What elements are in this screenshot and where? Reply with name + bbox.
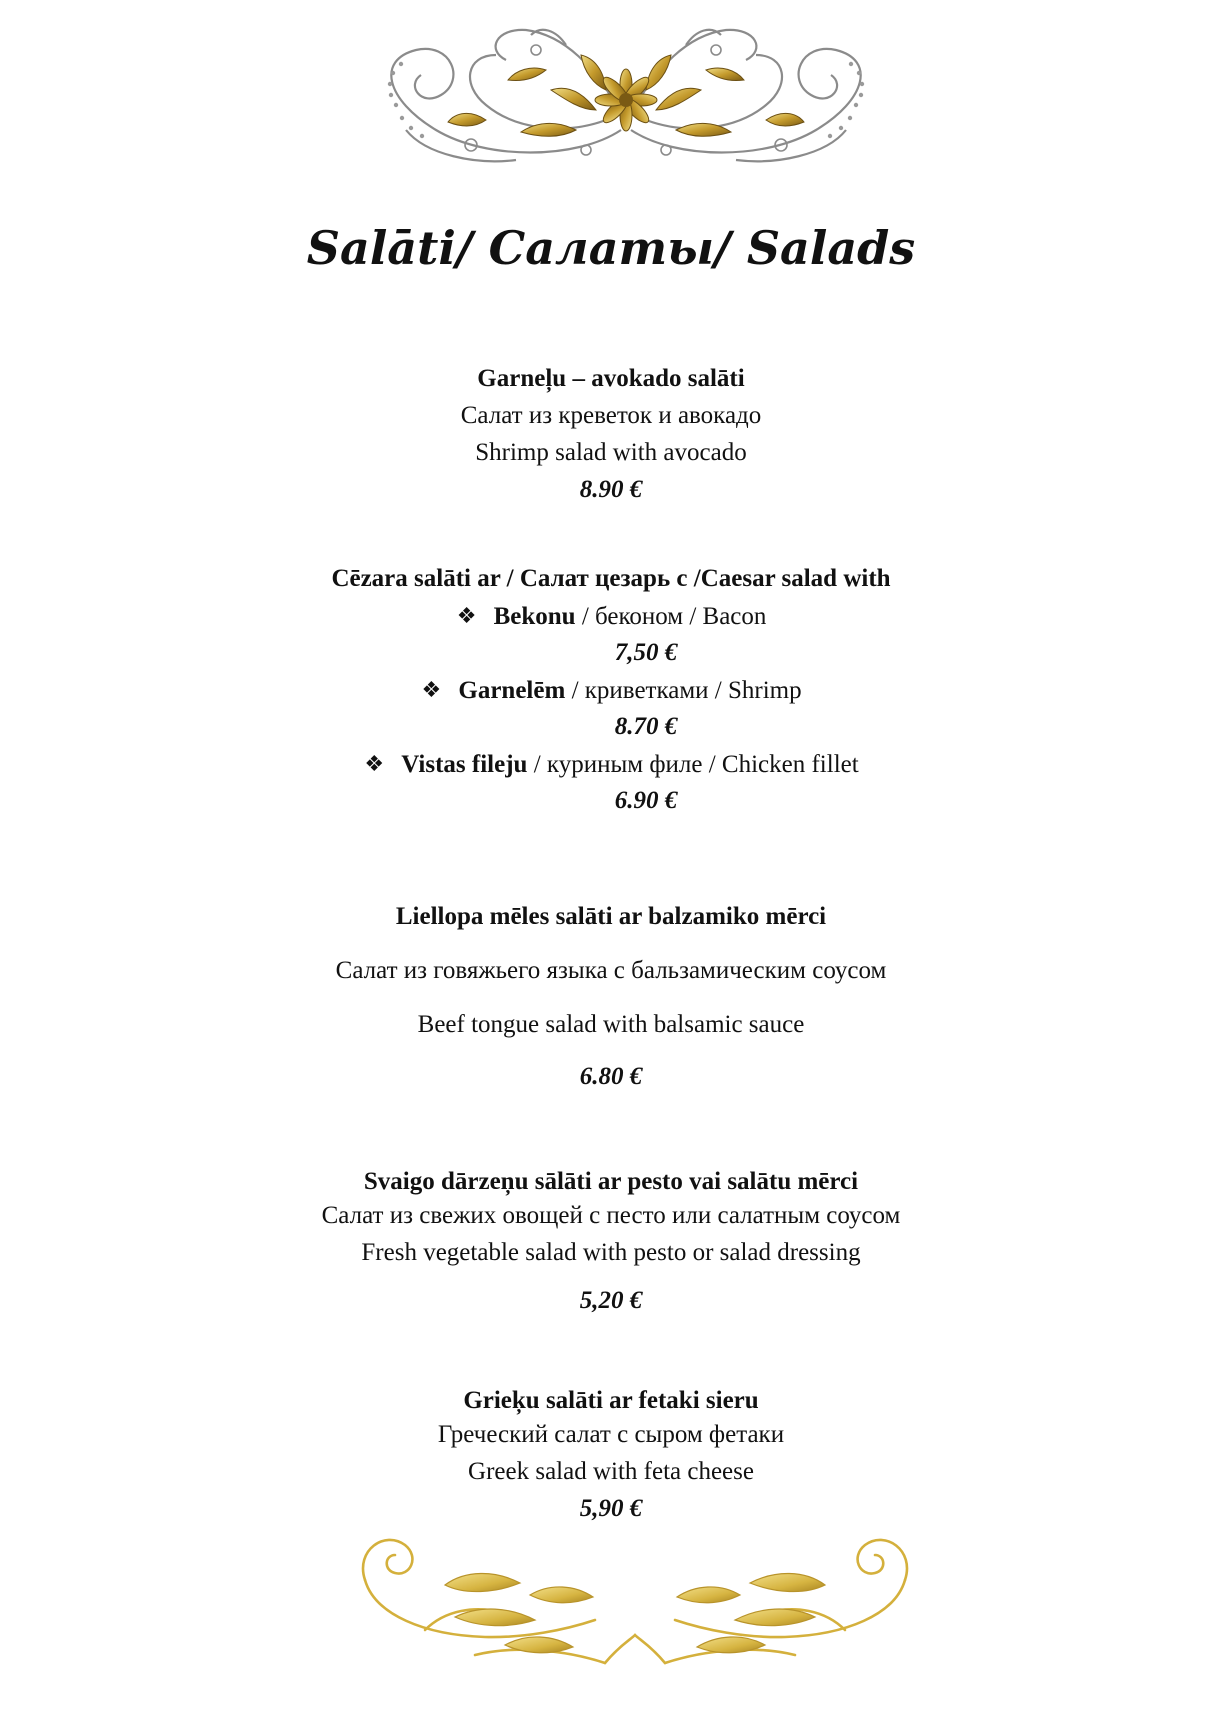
- menu-item-price: 6.80 €: [579, 1063, 643, 1090]
- menu-item-name-en: Shrimp salad with avocado: [475, 439, 747, 466]
- menu-option-price: 6.90 €: [614, 787, 678, 814]
- menu-option-price: 8.70 €: [614, 713, 678, 740]
- menu-item-price: 5,20 €: [579, 1287, 643, 1314]
- menu-item-name-lv: Svaigo dārzeņu sālāti ar pesto vai salātu mērci: [363, 1168, 859, 1195]
- menu-item-name-en: Beef tongue salad with balsamic sauce: [417, 1011, 805, 1038]
- menu-option: [0, 673, 1222, 708]
- menu-item-name-lv: Liellopa mēles salāti ar balzamiko mērci: [395, 903, 827, 930]
- menu-option: [0, 747, 1222, 782]
- menu-item-name-ru: Греческий салат с сыром фетаки: [437, 1421, 785, 1448]
- floral-ornament-bottom: [355, 1525, 915, 1670]
- menu-option-name-lv: Vistas fileju: [401, 751, 528, 778]
- menu-option-name-lv: Bekonu: [493, 603, 576, 630]
- menu-option-rest: / куриным филе / Chicken fillet: [527, 751, 859, 778]
- menu-option: [0, 599, 1222, 634]
- page-title: Salāti/ Салаты/ Salads: [306, 221, 916, 275]
- menu-item-name-en: Fresh vegetable salad with pesto or salad dressing: [361, 1239, 861, 1266]
- menu-option-rest: / криветками / Shrimp: [565, 677, 802, 704]
- floral-ornament-top: [366, 10, 886, 180]
- menu-item-name-ru: Салат из свежих овощей с песто или салатным соусом: [321, 1202, 901, 1229]
- menu-item-name-ru: Салат из говяжьего языка с бальзамическим соусом: [335, 957, 887, 984]
- menu-item-name-en: Greek salad with feta cheese: [468, 1458, 754, 1485]
- menu-item-name-ru: Салат из креветок и авокадо: [460, 402, 762, 429]
- menu-item-name-lv: Garneļu – avokado salāti: [477, 365, 745, 392]
- menu-option-name-lv: Garnelēm: [458, 677, 566, 704]
- menu-item-price: 8.90 €: [579, 476, 643, 503]
- menu-option-price: 7,50 €: [614, 639, 678, 666]
- menu-option-rest: / беконом / Bacon: [575, 603, 767, 630]
- menu-item-name-lv: Grieķu salāti ar fetaki sieru: [463, 1387, 759, 1414]
- diamond-bullet-icon: ❖: [421, 677, 442, 702]
- menu-item-header: Cēzara salāti ar / Салат цезарь с /Caesar salad with: [331, 565, 891, 592]
- diamond-bullet-icon: ❖: [456, 603, 477, 628]
- diamond-bullet-icon: ❖: [364, 751, 385, 776]
- menu-item-price: 5,90 €: [579, 1495, 643, 1522]
